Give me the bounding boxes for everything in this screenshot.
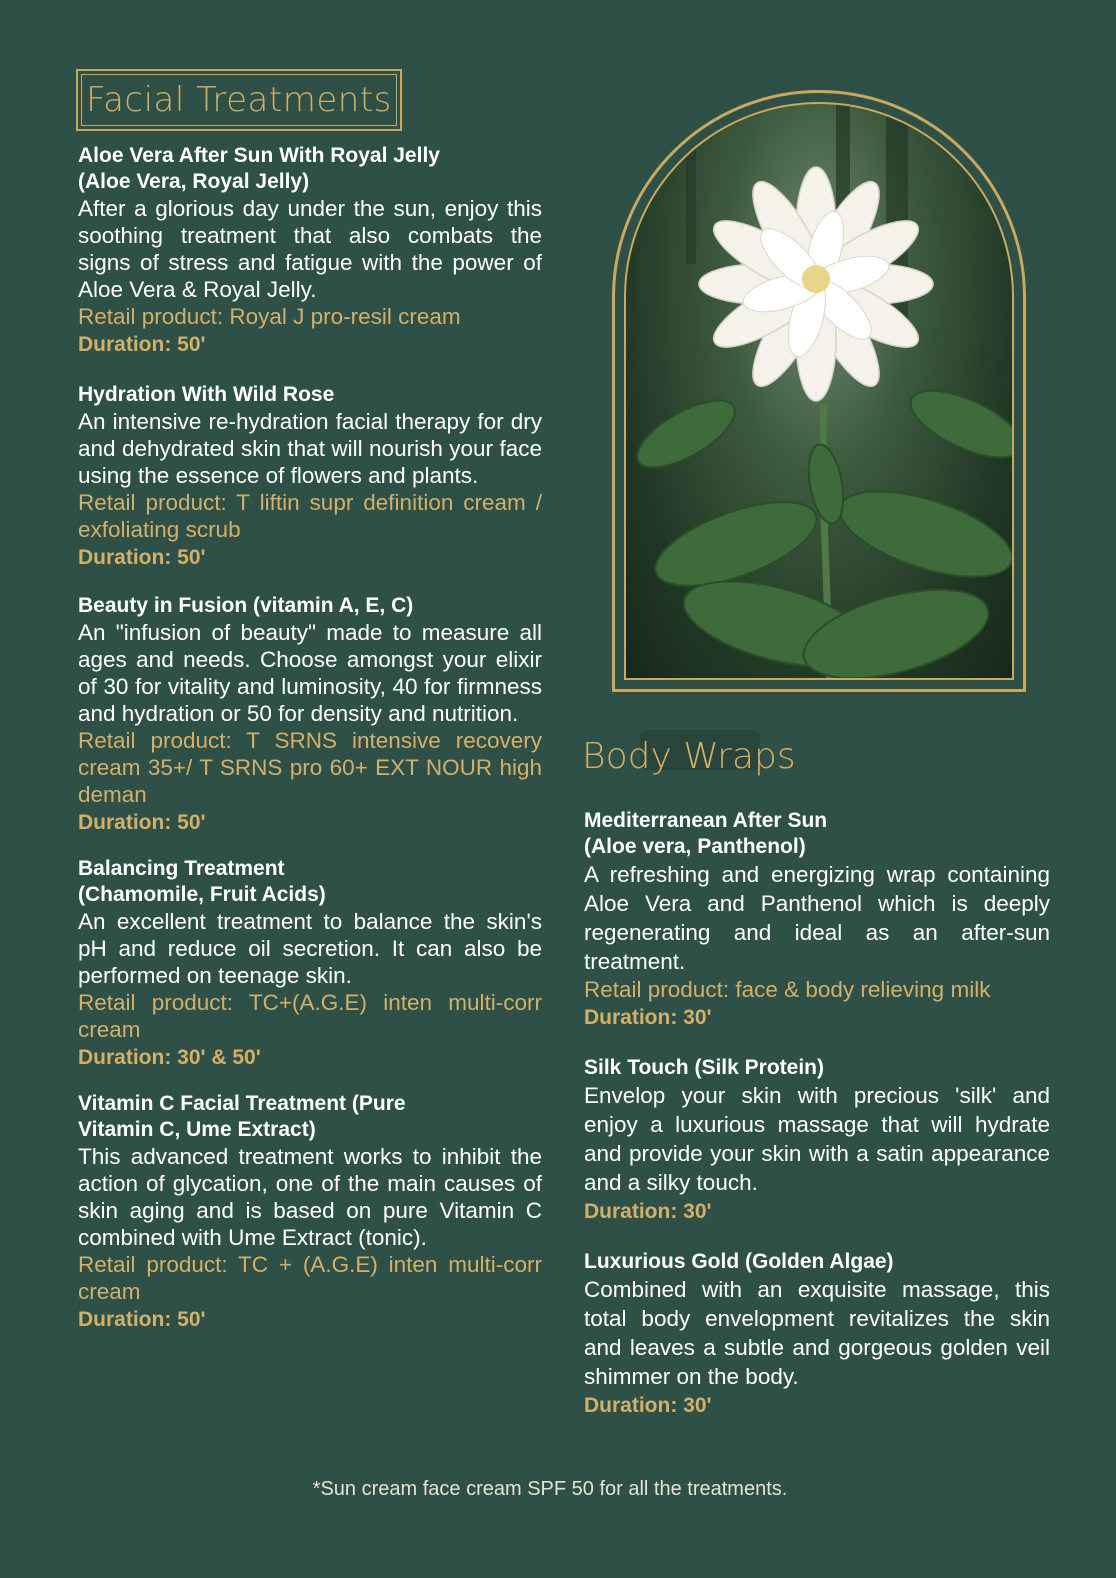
treatment-item [584, 1249, 1050, 1421]
treatment-duration: Duration: 50' [78, 546, 206, 569]
treatment-retail: Retail product: Royal J pro-resil cream [78, 304, 461, 329]
flower-photo [624, 102, 1014, 680]
treatment-description: Envelop your skin with precious 'silk' and enjoy a luxurious massage that will hydrate and provide your skin with a satin appearance and a silky touch. [584, 1083, 1050, 1195]
treatment-item [78, 1091, 542, 1335]
treatment-description: This advanced treatment works to inhibit the action of glycation, one of the main causes of skin aging and is based on pure Vitamin C combined with Ume Extract (tonic). [78, 1144, 542, 1250]
treatment-name: Beauty in Fusion (vitamin A, E, C) [78, 594, 414, 617]
facial-title-frame [76, 69, 402, 131]
treatment-name: Silk Touch (Silk Protein) [584, 1056, 824, 1079]
treatment-name: Luxurious Gold (Golden Algae) [584, 1250, 894, 1273]
treatment-duration: Duration: 30' [584, 1394, 712, 1417]
body-section-title: Body Wraps [582, 736, 796, 777]
treatment-item [584, 1055, 1050, 1227]
white-flower-illustration [626, 104, 1014, 680]
body-wraps-list [584, 808, 1050, 1421]
treatment-item [78, 382, 542, 573]
treatment-name: Balancing Treatment (Chamomile, Fruit Acids) [78, 857, 326, 906]
treatment-description: An excellent treatment to balance the skin's pH and reduce oil secretion. It can also be performed on teenage skin. [78, 909, 542, 988]
treatment-item [78, 143, 542, 360]
footnote: *Sun cream face cream SPF 50 for all the treatments. [312, 1478, 788, 1500]
treatment-duration: Duration: 50' [78, 811, 206, 834]
facial-section-title: Facial Treatments [81, 74, 397, 126]
treatment-retail: Retail product: TC + (A.G.E) inten multi-corr cream [78, 1252, 542, 1304]
treatment-item [78, 593, 542, 838]
treatment-item [78, 856, 542, 1073]
treatment-duration: Duration: 30' [584, 1200, 712, 1223]
treatment-name: Hydration With Wild Rose [78, 383, 335, 406]
facial-treatments-list [78, 143, 542, 1335]
treatment-duration: Duration: 30' & 50' [78, 1046, 261, 1069]
flower-photo-frame [612, 90, 1026, 692]
treatment-duration: Duration: 50' [78, 333, 206, 356]
treatment-retail: Retail product: T SRNS intensive recovery cream 35+/ T SRNS pro 60+ EXT NOUR high deman [78, 728, 542, 807]
treatment-retail: Retail product: face & body relieving milk [584, 977, 991, 1002]
treatment-item [584, 808, 1050, 1033]
treatment-description: Combined with an exquisite massage, this total body envelopment revitalizes the skin and leaves a subtle and gorgeous golden veil shimmer on the body. [584, 1277, 1050, 1389]
treatment-duration: Duration: 30' [584, 1006, 712, 1029]
treatment-duration: Duration: 50' [78, 1308, 206, 1331]
treatment-name: Aloe Vera After Sun With Royal Jelly (Aloe Vera, Royal Jelly) [78, 144, 440, 193]
treatment-retail: Retail product: TC+(A.G.E) inten multi-corr cream [78, 990, 542, 1042]
treatment-description: An "infusion of beauty" made to measure all ages and needs. Choose amongst your elixir of 30 for vitality and luminosity, 40 for firmness and hydration or 50 for density and nutrition. [78, 620, 542, 726]
treatment-description: A refreshing and energizing wrap containing Aloe Vera and Panthenol which is deeply regenerating and ideal as an after-sun treatment. [584, 862, 1050, 974]
treatment-name: Vitamin C Facial Treatment (Pure Vitamin C, Ume Extract) [78, 1092, 406, 1141]
treatment-description: An intensive re-hydration facial therapy for dry and dehydrated skin that will nourish your face using the essence of flowers and plants. [78, 409, 542, 488]
treatment-retail: Retail product: T liftin supr definition cream / exfoliating scrub [78, 490, 542, 542]
treatment-name: Mediterranean After Sun (Aloe vera, Panthenol) [584, 809, 828, 858]
treatment-description: After a glorious day under the sun, enjoy this soothing treatment that also combats the signs of stress and fatigue with the power of Aloe Vera & Royal Jelly. [78, 196, 542, 302]
